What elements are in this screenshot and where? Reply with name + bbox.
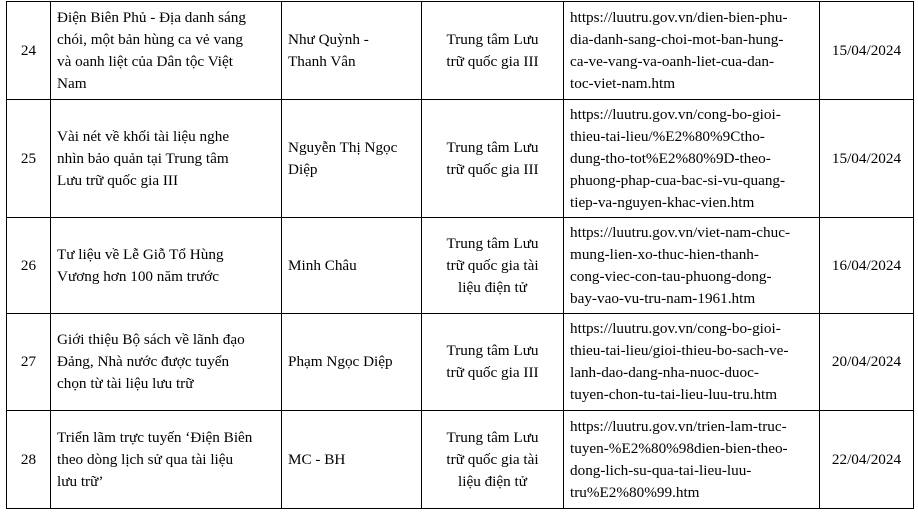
link-line[interactable]: https://luutru.gov.vn/trien-lam-truc- [570, 417, 787, 435]
row-number: 27 [7, 314, 51, 411]
article-title [51, 100, 282, 218]
link-line[interactable]: phuong-phap-cua-bac-si-vu-quang- [570, 171, 786, 189]
link-line[interactable]: tuyen-%E2%80%98dien-bien-theo- [570, 439, 788, 457]
title-line: và oanh liệt của Dân tộc Việt [57, 52, 233, 70]
unit-line: trữ quốc gia tài [446, 450, 539, 468]
title-line: chói, một bản hùng ca vẻ vang [57, 30, 243, 48]
link-line[interactable]: toc-viet-nam.htm [570, 74, 676, 92]
archive-unit [422, 218, 564, 314]
unit-line: Trung tâm Lưu [446, 30, 539, 48]
author-name [282, 218, 422, 314]
author-line: Minh Châu [288, 256, 357, 274]
table-row [7, 2, 914, 100]
title-line: Vương hơn 100 năm trước [57, 267, 220, 285]
publish-date: 22/04/2024 [820, 411, 914, 509]
link-line[interactable]: tiep-va-nguyen-khac-vien.htm [570, 193, 755, 211]
title-line: Đảng, Nhà nước được tuyển [57, 353, 230, 370]
table-row [7, 218, 914, 314]
row-number: 25 [7, 100, 51, 218]
link-line[interactable]: https://luutru.gov.vn/cong-bo-gioi- [570, 320, 781, 337]
article-link[interactable] [564, 218, 820, 314]
archive-unit [422, 411, 564, 509]
title-line: theo dòng lịch sử qua tài liệu [57, 450, 234, 468]
archive-unit [422, 100, 564, 218]
article-title [51, 218, 282, 314]
article-title [51, 411, 282, 509]
unit-line: liệu điện tử [458, 278, 527, 296]
title-line: Điện Biên Phủ - Địa danh sáng [57, 8, 246, 26]
archive-unit [422, 2, 564, 100]
link-line[interactable]: mung-lien-xo-thuc-hien-thanh- [570, 245, 759, 263]
unit-line: trữ quốc gia III [446, 364, 539, 381]
link-line[interactable]: thieu-tai-lieu/%E2%80%9Ctho- [570, 127, 765, 145]
article-link[interactable] [564, 411, 820, 509]
author-line: Nguyễn Thị Ngọc [288, 138, 398, 156]
author-line: Như Quỳnh - [288, 30, 369, 48]
article-title [51, 314, 282, 411]
link-line[interactable]: cong-viec-con-tau-phuong-dong- [570, 267, 772, 285]
author-line: Phạm Ngọc Diệp [288, 353, 393, 370]
table-row [7, 411, 914, 509]
title-line: Lưu trữ quốc gia III [57, 171, 179, 189]
article-link[interactable] [564, 314, 820, 411]
title-line: chọn từ tài liệu lưu trữ [57, 375, 194, 392]
title-line: Nam [57, 74, 87, 92]
author-name [282, 314, 422, 411]
author-name [282, 411, 422, 509]
title-line: Tư liệu về Lễ Giỗ Tổ Hùng [57, 245, 224, 263]
unit-line: Trung tâm Lưu [446, 342, 539, 359]
unit-line: Trung tâm Lưu [446, 428, 539, 446]
author-line: MC - BH [288, 450, 346, 468]
article-link[interactable] [564, 2, 820, 100]
unit-line: trữ quốc gia tài [446, 256, 539, 274]
article-title [51, 2, 282, 100]
row-number: 26 [7, 218, 51, 314]
link-line[interactable]: bay-vao-vu-tru-nam-1961.htm [570, 289, 756, 307]
link-line[interactable]: ca-ve-vang-va-oanh-liet-cua-dan- [570, 52, 775, 70]
publish-date: 20/04/2024 [820, 314, 914, 411]
link-line[interactable]: https://luutru.gov.vn/dien-bien-phu- [570, 8, 788, 26]
table-row [7, 314, 914, 411]
title-line: Giới thiệu Bộ sách về lãnh đạo [57, 331, 245, 348]
link-line[interactable]: dung-tho-tot%E2%80%9D-theo- [570, 149, 771, 167]
link-line[interactable]: thieu-tai-lieu/gioi-thieu-bo-sach-ve- [570, 342, 789, 359]
link-line[interactable]: https://luutru.gov.vn/viet-nam-chuc- [570, 223, 791, 241]
title-line: nhìn bảo quản tại Trung tâm [57, 149, 229, 167]
title-line: Triển lãm trực tuyến ‘Điện Biên [57, 428, 253, 446]
author-line: Thanh Vân [288, 52, 356, 70]
title-line: lưu trữ’ [57, 472, 104, 490]
unit-line: Trung tâm Lưu [446, 138, 539, 156]
publish-date: 15/04/2024 [820, 100, 914, 218]
unit-line: trữ quốc gia III [446, 160, 539, 178]
unit-line: liệu điện tử [458, 472, 527, 490]
article-link[interactable] [564, 100, 820, 218]
document-table [6, 1, 914, 509]
publish-date: 16/04/2024 [820, 218, 914, 314]
archive-unit [422, 314, 564, 411]
row-number: 24 [7, 2, 51, 100]
link-line[interactable]: tuyen-chon-tu-tai-lieu-luu-tru.htm [570, 386, 778, 403]
table-row [7, 100, 914, 218]
link-line[interactable]: lanh-dao-dang-nha-nuoc-duoc- [570, 364, 759, 381]
unit-line: trữ quốc gia III [446, 52, 539, 70]
unit-line: Trung tâm Lưu [446, 234, 539, 252]
author-line: Diệp [288, 160, 318, 178]
link-line[interactable]: dia-danh-sang-choi-mot-ban-hung- [570, 30, 784, 48]
link-line[interactable]: tru%E2%80%99.htm [570, 483, 700, 501]
author-name [282, 2, 422, 100]
row-number: 28 [7, 411, 51, 509]
author-name [282, 100, 422, 218]
link-line[interactable]: https://luutru.gov.vn/cong-bo-gioi- [570, 105, 781, 123]
link-line[interactable]: dong-lich-su-qua-tai-lieu-luu- [570, 461, 752, 479]
publish-date: 15/04/2024 [820, 2, 914, 100]
title-line: Vài nét về khối tài liệu nghe [57, 127, 230, 145]
